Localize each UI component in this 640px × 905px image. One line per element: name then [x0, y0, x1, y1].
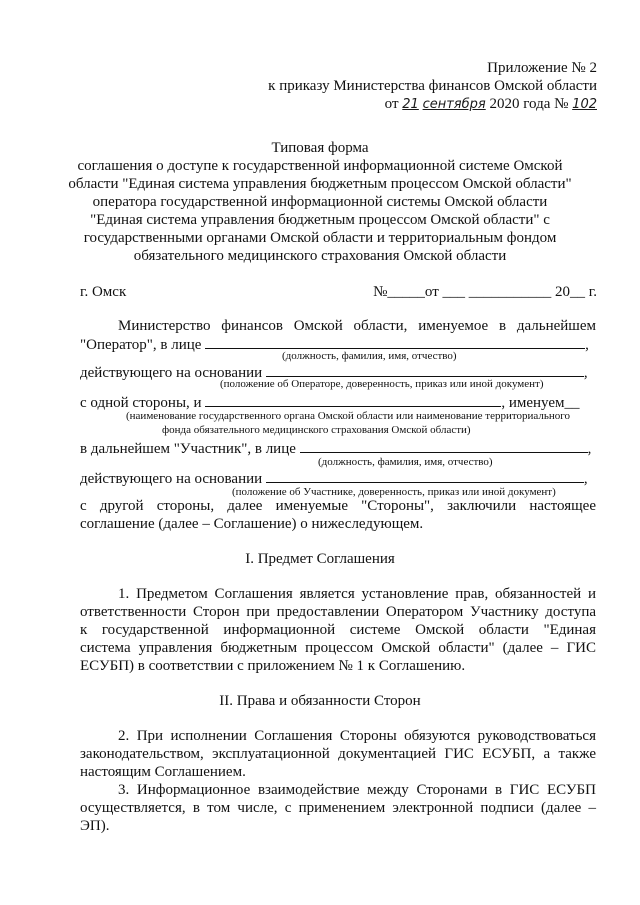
paragraph-line: осуществляется, в том числе, с применением электронной подписи (далее –: [80, 800, 596, 816]
title-line: "Единая система управления бюджетным процессом Омской области" с: [90, 212, 550, 228]
title-line: государственными органами Омской области и территориальным фондом: [83, 230, 557, 246]
first-party-label: с одной стороны, и: [80, 395, 202, 411]
title-line: оператора государственной информационной системы Омской области: [92, 194, 548, 210]
section-heading: II. Права и обязанности Сторон: [219, 693, 421, 709]
hint-participant-representative: (должность, фамилия, имя, отчество): [318, 456, 493, 468]
date-number: 102: [572, 97, 597, 112]
hint-participant-basis: (положение об Участнике, доверенность, приказ или иной документ): [232, 486, 556, 498]
preamble-line: [80, 392, 579, 412]
appendix-label: Приложение № 2: [487, 60, 597, 76]
named-suffix: , именуем__: [501, 395, 580, 411]
title-line: соглашения о доступе к государственной информационной системе Омской: [77, 158, 563, 174]
date-year: 2020 года №: [489, 96, 569, 112]
preamble-line: соглашение (далее – Соглашение) о нижеследующем.: [80, 516, 424, 532]
paragraph-line: законодательством, эксплуатационной документацией ГИС ЕСУБП, а также: [80, 746, 596, 762]
title-line: обязательного медицинского страхования Омской области: [133, 248, 507, 264]
paragraph-line: к государственной информационной системе Омской области "Единая: [80, 622, 596, 638]
preamble-line: Министерство финансов Омской области, именуемое в дальнейшем: [118, 318, 596, 334]
order-date: [385, 96, 597, 113]
preamble-line: действующего на основании ,: [80, 362, 588, 382]
hint-participant-name: (наименование государственного органа Омской области или наименование территориального: [126, 410, 570, 422]
paragraph-line: ЕСУБП) в соответствии с приложением № 1 к Соглашению.: [80, 658, 466, 674]
participant-basis-field[interactable]: [266, 468, 584, 483]
hint-participant-name: фонда обязательного медицинского страхования Омской области): [162, 424, 471, 436]
operator-representative-field[interactable]: [205, 334, 585, 349]
participant-label: в дальнейшем "Участник", в лице: [80, 441, 296, 457]
preamble-line: в дальнейшем "Участник", в лице ,: [80, 438, 591, 458]
paragraph-line: 2. При исполнении Соглашения Стороны обязуются руководствоваться: [118, 728, 596, 744]
section-heading: I. Предмет Соглашения: [245, 551, 395, 567]
form-title: Типовая форма: [271, 140, 369, 156]
agreement-number-date: №_____от ___ ___________ 20__ г.: [373, 284, 597, 300]
paragraph-line: 1. Предметом Соглашения является установление прав, обязанностей и: [118, 586, 596, 602]
participant-representative-field[interactable]: [300, 438, 588, 453]
date-month: сентября: [422, 97, 486, 112]
paragraph-line: 3. Информационное взаимодействие между Сторонами в ГИС ЕСУБП: [118, 782, 596, 798]
preamble-line: действующего на основании ,: [80, 468, 588, 488]
paragraph-line: система управления бюджетным процессом Омской области" (далее – ГИС: [80, 640, 596, 656]
preamble-line: с другой стороны, далее именуемые "Стороны", заключили настоящее: [80, 498, 596, 514]
date-day: 21: [402, 97, 419, 112]
hint-operator-basis: (положение об Операторе, доверенность, приказ или иной документ): [220, 378, 544, 390]
title-line: области "Единая система управления бюджетным процессом Омской области": [68, 176, 572, 192]
date-prefix: от: [384, 96, 399, 112]
paragraph-line: ответственности Сторон при предоставлении Оператором Участнику доступа: [80, 604, 596, 620]
paragraph-line: настоящим Соглашением.: [80, 764, 246, 780]
operator-label: "Оператор", в лице: [80, 337, 202, 353]
paragraph-line: ЭП).: [80, 818, 110, 834]
basis-label: действующего на основании: [80, 471, 263, 487]
preamble-line: "Оператор", в лице ,: [80, 334, 589, 354]
participant-name-field[interactable]: [205, 392, 501, 407]
operator-basis-field[interactable]: [266, 362, 584, 377]
city: г. Омск: [80, 284, 127, 300]
basis-label: действующего на основании: [80, 365, 263, 381]
hint-operator-representative: (должность, фамилия, имя, отчество): [282, 350, 457, 362]
order-reference: к приказу Министерства финансов Омской области: [268, 78, 597, 94]
